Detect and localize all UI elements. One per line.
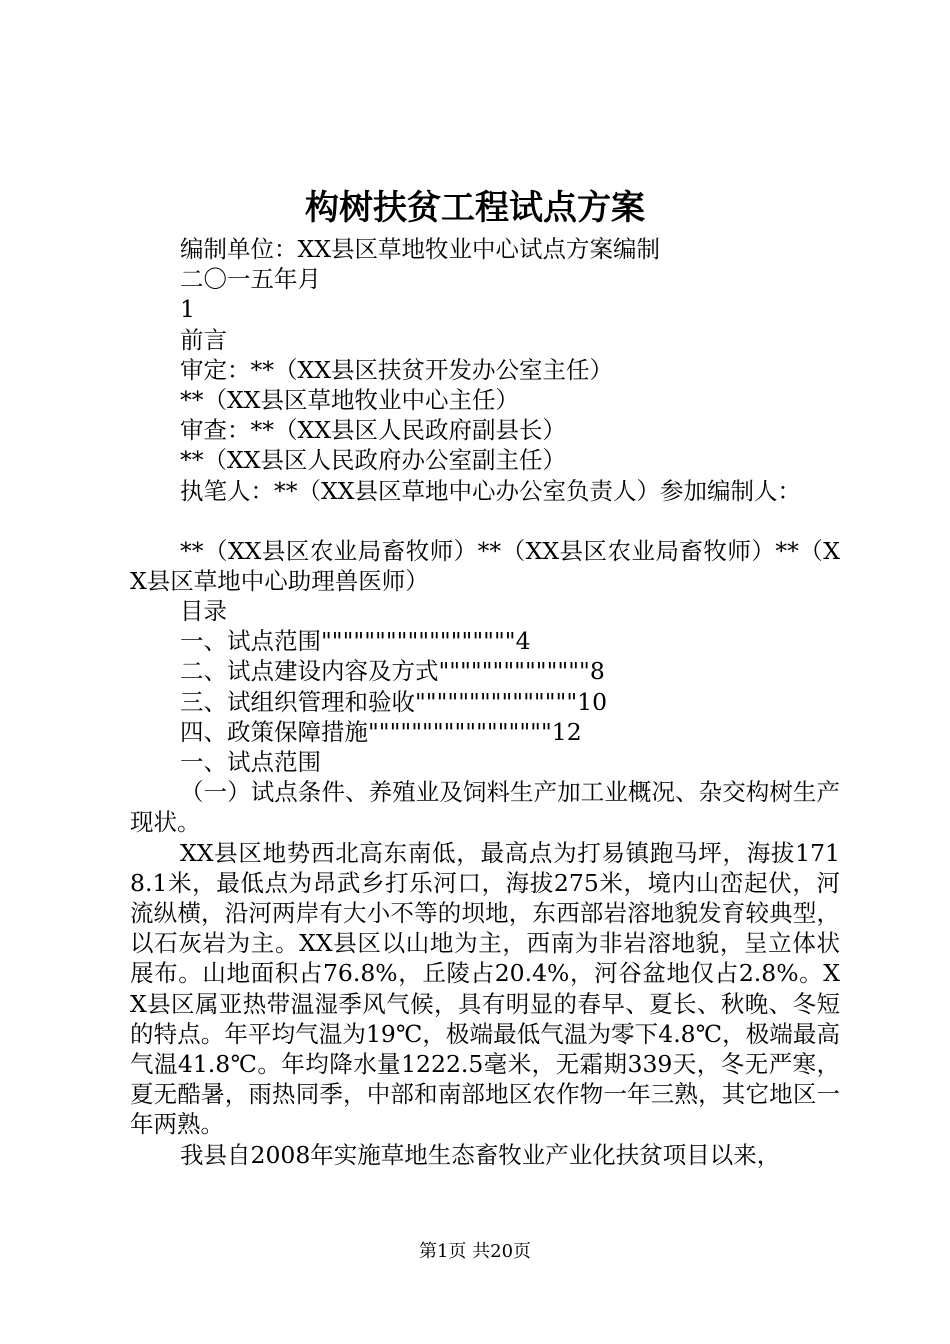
document-body: [130, 234, 840, 1170]
reviewer-line-2: **（XX县区人民政府办公室副主任）: [180, 446, 566, 475]
toc-item-3: 三、试组织管理和验收"""""""""""""""10: [180, 687, 608, 716]
author-line: 执笔人：**（XX县区草地中心办公室负责人）参加编制人：: [180, 476, 801, 505]
section-heading: 一、试点范围: [180, 748, 321, 777]
toc-item-1: 一、试点范围""""""""""""""""""4: [180, 627, 531, 656]
toc-item-4: 四、政策保障措施"""""""""""""""""12: [180, 717, 582, 746]
participants-paragraph: **（XX县区农业局畜牧师）**（XX县区农业局畜牧师）**（XX县区草地中心助理兽医师）: [130, 536, 840, 595]
body-paragraph-1: XX县区地势西北高东南低，最高点为打易镇跑马坪，海拔1718.1米，最低点为昂武乡打乐河口，海拔275米，境内山峦起伏，河流纵横，沿河两岸有大小不等的坝地，东西部岩溶地貌发育较典型，以石灰岩为主。XX县区以山地为主，西南为非岩溶地貌，呈立体状展布。山地面积占76.8%，丘陵占20.4%，河谷盆地仅占2.8%。XX县区属亚热带温湿季风气候，具有明显的春早、夏长、秋晚、冬短的特点。年平均气温为19℃，极端最低气温为零下4.8℃，极端最高气温41.8℃。年均降水量1222.5毫米，无霜期339天，冬无严寒，夏无酷暑，雨热同季，中部和南部地区农作物一年三熟，其它地区一年两熟。: [130, 838, 840, 1139]
document-title: 构树扶贫工程试点方案: [305, 188, 645, 228]
number-line: 1: [180, 295, 195, 324]
toc-item-2: 二、试点建设内容及方式""""""""""""""8: [180, 657, 605, 686]
body-paragraph-2: 我县自2008年实施草地生态畜牧业产业化扶贫项目以来，: [180, 1140, 781, 1169]
date-line: 二〇一五年月: [180, 265, 321, 294]
approver-line: 审定：**（XX县区扶贫开发办公室主任）: [180, 355, 613, 384]
page-footer: 第1页 共20页: [418, 1241, 532, 1262]
reviewer-line: 审查：**（XX县区人民政府副县长）: [180, 416, 566, 445]
preface-heading: 前言: [180, 325, 227, 354]
subsection-heading: （一）试点条件、养殖业及饲料生产加工业概况、杂交构树生产现状。: [130, 778, 840, 837]
compiler-line: 编制单位：XX县区草地牧业中心试点方案编制: [180, 235, 660, 263]
approver-line-2: **（XX县区草地牧业中心主任）: [180, 385, 519, 414]
spacer: [130, 506, 840, 536]
toc-heading: 目录: [180, 597, 227, 626]
